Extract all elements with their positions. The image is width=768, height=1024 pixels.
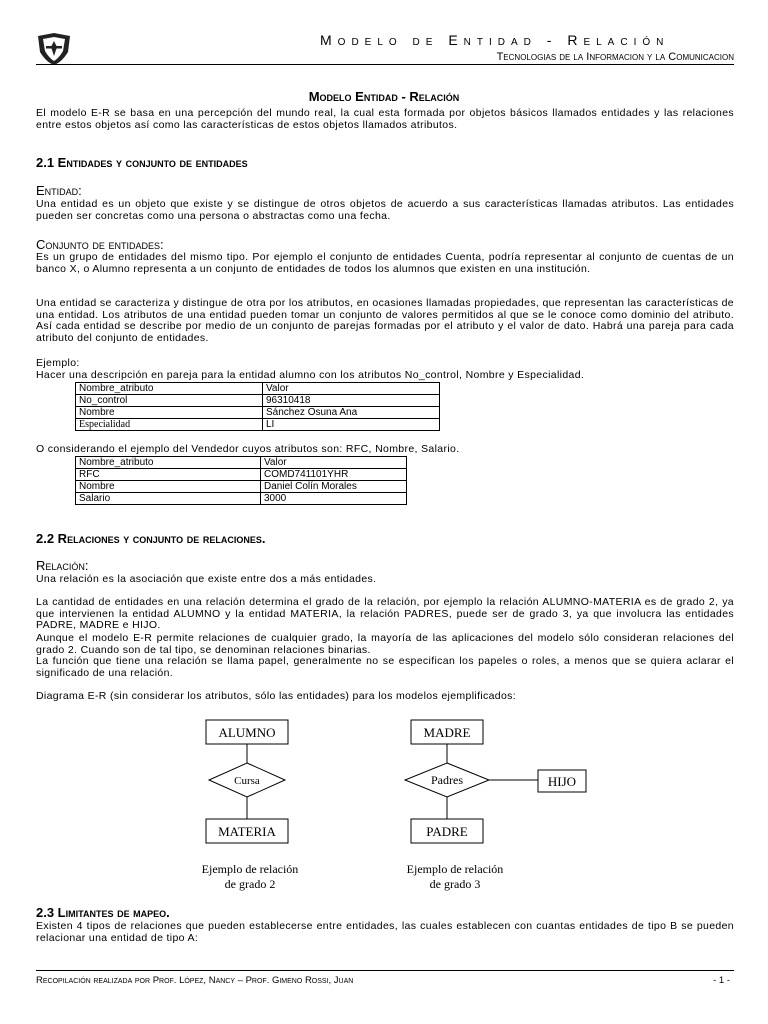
table-row: Salario 3000: [76, 493, 407, 505]
ejemplo-paragraph: Hacer una descripción en pareja para la entidad alumno con los atributos No_control, Nombre y Especialidad.: [36, 369, 585, 381]
conjunto-paragraph: Es un grupo de entidades del mismo tipo. Por ejemplo el conjunto de entidades Cuenta, podría representar al conjunto de cuentas de un banco X, o Alumno representa a un conjunto de entidades de todos los alumnos que existen en una institución.: [36, 251, 734, 275]
binarias-paragraph: Aunque el modelo E-R permite relaciones de cualquier grado, la mayoría de las aplicaciones del modelo sólo consideran relaciones del grado 2. Cuando son de tal tipo, se denominan relaciones binarias.: [36, 632, 734, 656]
caption-grado-3-line1: Ejemplo de relación: [406, 862, 504, 876]
limitantes-paragraph: Existen 4 tipos de relaciones que pueden establecerse entre entidades, las cuales establecen con cuantas entidades de tipo B se pueden relacionar una entidad de tipo A:: [36, 920, 734, 944]
relationship-padres-label: Padres: [431, 773, 463, 787]
table-row: RFC COMD741101YHR: [76, 469, 407, 481]
entidad-paragraph: Una entidad es un objeto que existe y se distingue de otros objetos de acuerdo a sus características llamadas atributos. Las entidades pueden ser concretas como una persona o abstractas como una fecha.: [36, 198, 734, 222]
relacion-paragraph: Una relación es la asociación que existe entre dos a más entidades.: [36, 573, 377, 585]
conjunto-heading: Conjunto de entidades:: [36, 237, 164, 252]
school-shield-icon: [34, 32, 74, 66]
document-title: Modelo Entidad - Relación: [308, 89, 460, 104]
entity-alumno-label: ALUMNO: [218, 725, 276, 740]
caption-grado-2-line1: Ejemplo de relación: [201, 862, 299, 876]
alumno-attribute-table: [75, 382, 440, 431]
er-diagram: [170, 712, 600, 897]
caption-grado-2-line2: de grado 2: [224, 877, 276, 891]
footer-credits: Recopilación realizada por Prof. López, Nancy – Prof. Gimeno Rossi, Juan: [36, 975, 354, 986]
relacion-heading: Relación:: [36, 558, 89, 573]
papel-paragraph: La función que tiene una relación se llama papel, generalmente no se especifican los papeles o roles, a menos que se quiera aclarar el significado de una relación.: [36, 655, 734, 679]
section-2-1-heading: 2.1 Entidades y conjunto de entidades: [36, 155, 248, 170]
table-row: No_control 96310418: [76, 395, 440, 407]
section-2-3-heading: 2.3 Limitantes de mapeo.: [36, 905, 170, 920]
ejemplo-label: Ejemplo:: [36, 357, 80, 369]
entity-padre-label: PADRE: [426, 824, 468, 839]
entity-madre-label: MADRE: [423, 725, 471, 740]
vendedor-attribute-table: [75, 456, 407, 505]
table-row: Especialidad LI: [76, 419, 440, 431]
table-row: Nombre_atributo Valor: [76, 383, 440, 395]
entity-hijo-label: HIJO: [547, 774, 577, 789]
intro-paragraph: El modelo E-R se basa en una percepción del mundo real, la cual esta formada por objetos básicos llamados entidades y las relaciones entre estos objetos así como las características de estos objetos llamados atributos.: [36, 107, 734, 131]
relationship-cursa-label: Cursa: [234, 775, 260, 787]
entidad-heading: Entidad:: [36, 183, 82, 198]
caption-grado-3-line2: de grado 3: [429, 877, 481, 891]
table-row: Nombre Sánchez Osuna Ana: [76, 407, 440, 419]
vendedor-paragraph: O considerando el ejemplo del Vendedor cuyos atributos son: RFC, Nombre, Salario.: [36, 443, 460, 455]
footer-divider: [36, 970, 734, 971]
page-number: - 1 -: [713, 975, 730, 986]
diagrama-paragraph: Diagrama E-R (sin considerar los atributos, sólo las entidades) para los modelos ejemplificados:: [36, 690, 517, 702]
header-divider: [36, 64, 734, 65]
grado-paragraph: La cantidad de entidades en una relación determina el grado de la relación, por ejemplo la relación ALUMNO-MATERIA es de grado 2, ya que intervienen la entidad ALUMNO y la entidad MATERIA, la relación PADRES, puede ser de grado 3, ya que involucra las entidades PADRE, MADRE e HIJO.: [36, 596, 734, 632]
atributos-paragraph: Una entidad se caracteriza y distingue de otra por los atributos, en ocasiones llamadas propiedades, que representan las características de una entidad. Los atributos de una entidad pueden tomar un conjunto de valores permitidos al que se le conoce como dominio del atributo. Así cada entidad se describe por medio de un conjunto de parejas formadas por el atributo y el valor de dato. Habrá una pareja para cada atributo del conjunto de entidades.: [36, 297, 734, 344]
header-title: Modelo de Entidad - Relación: [320, 32, 670, 48]
entity-materia-label: MATERIA: [218, 824, 276, 839]
section-2-2-heading: 2.2 Relaciones y conjunto de relaciones.: [36, 531, 266, 546]
table-row: Nombre Daniel Colín Morales: [76, 481, 407, 493]
header-subtitle: Tecnologias de la Informacion y la Comunicacion: [496, 51, 734, 63]
table-row: Nombre_atributo Valor: [76, 457, 407, 469]
